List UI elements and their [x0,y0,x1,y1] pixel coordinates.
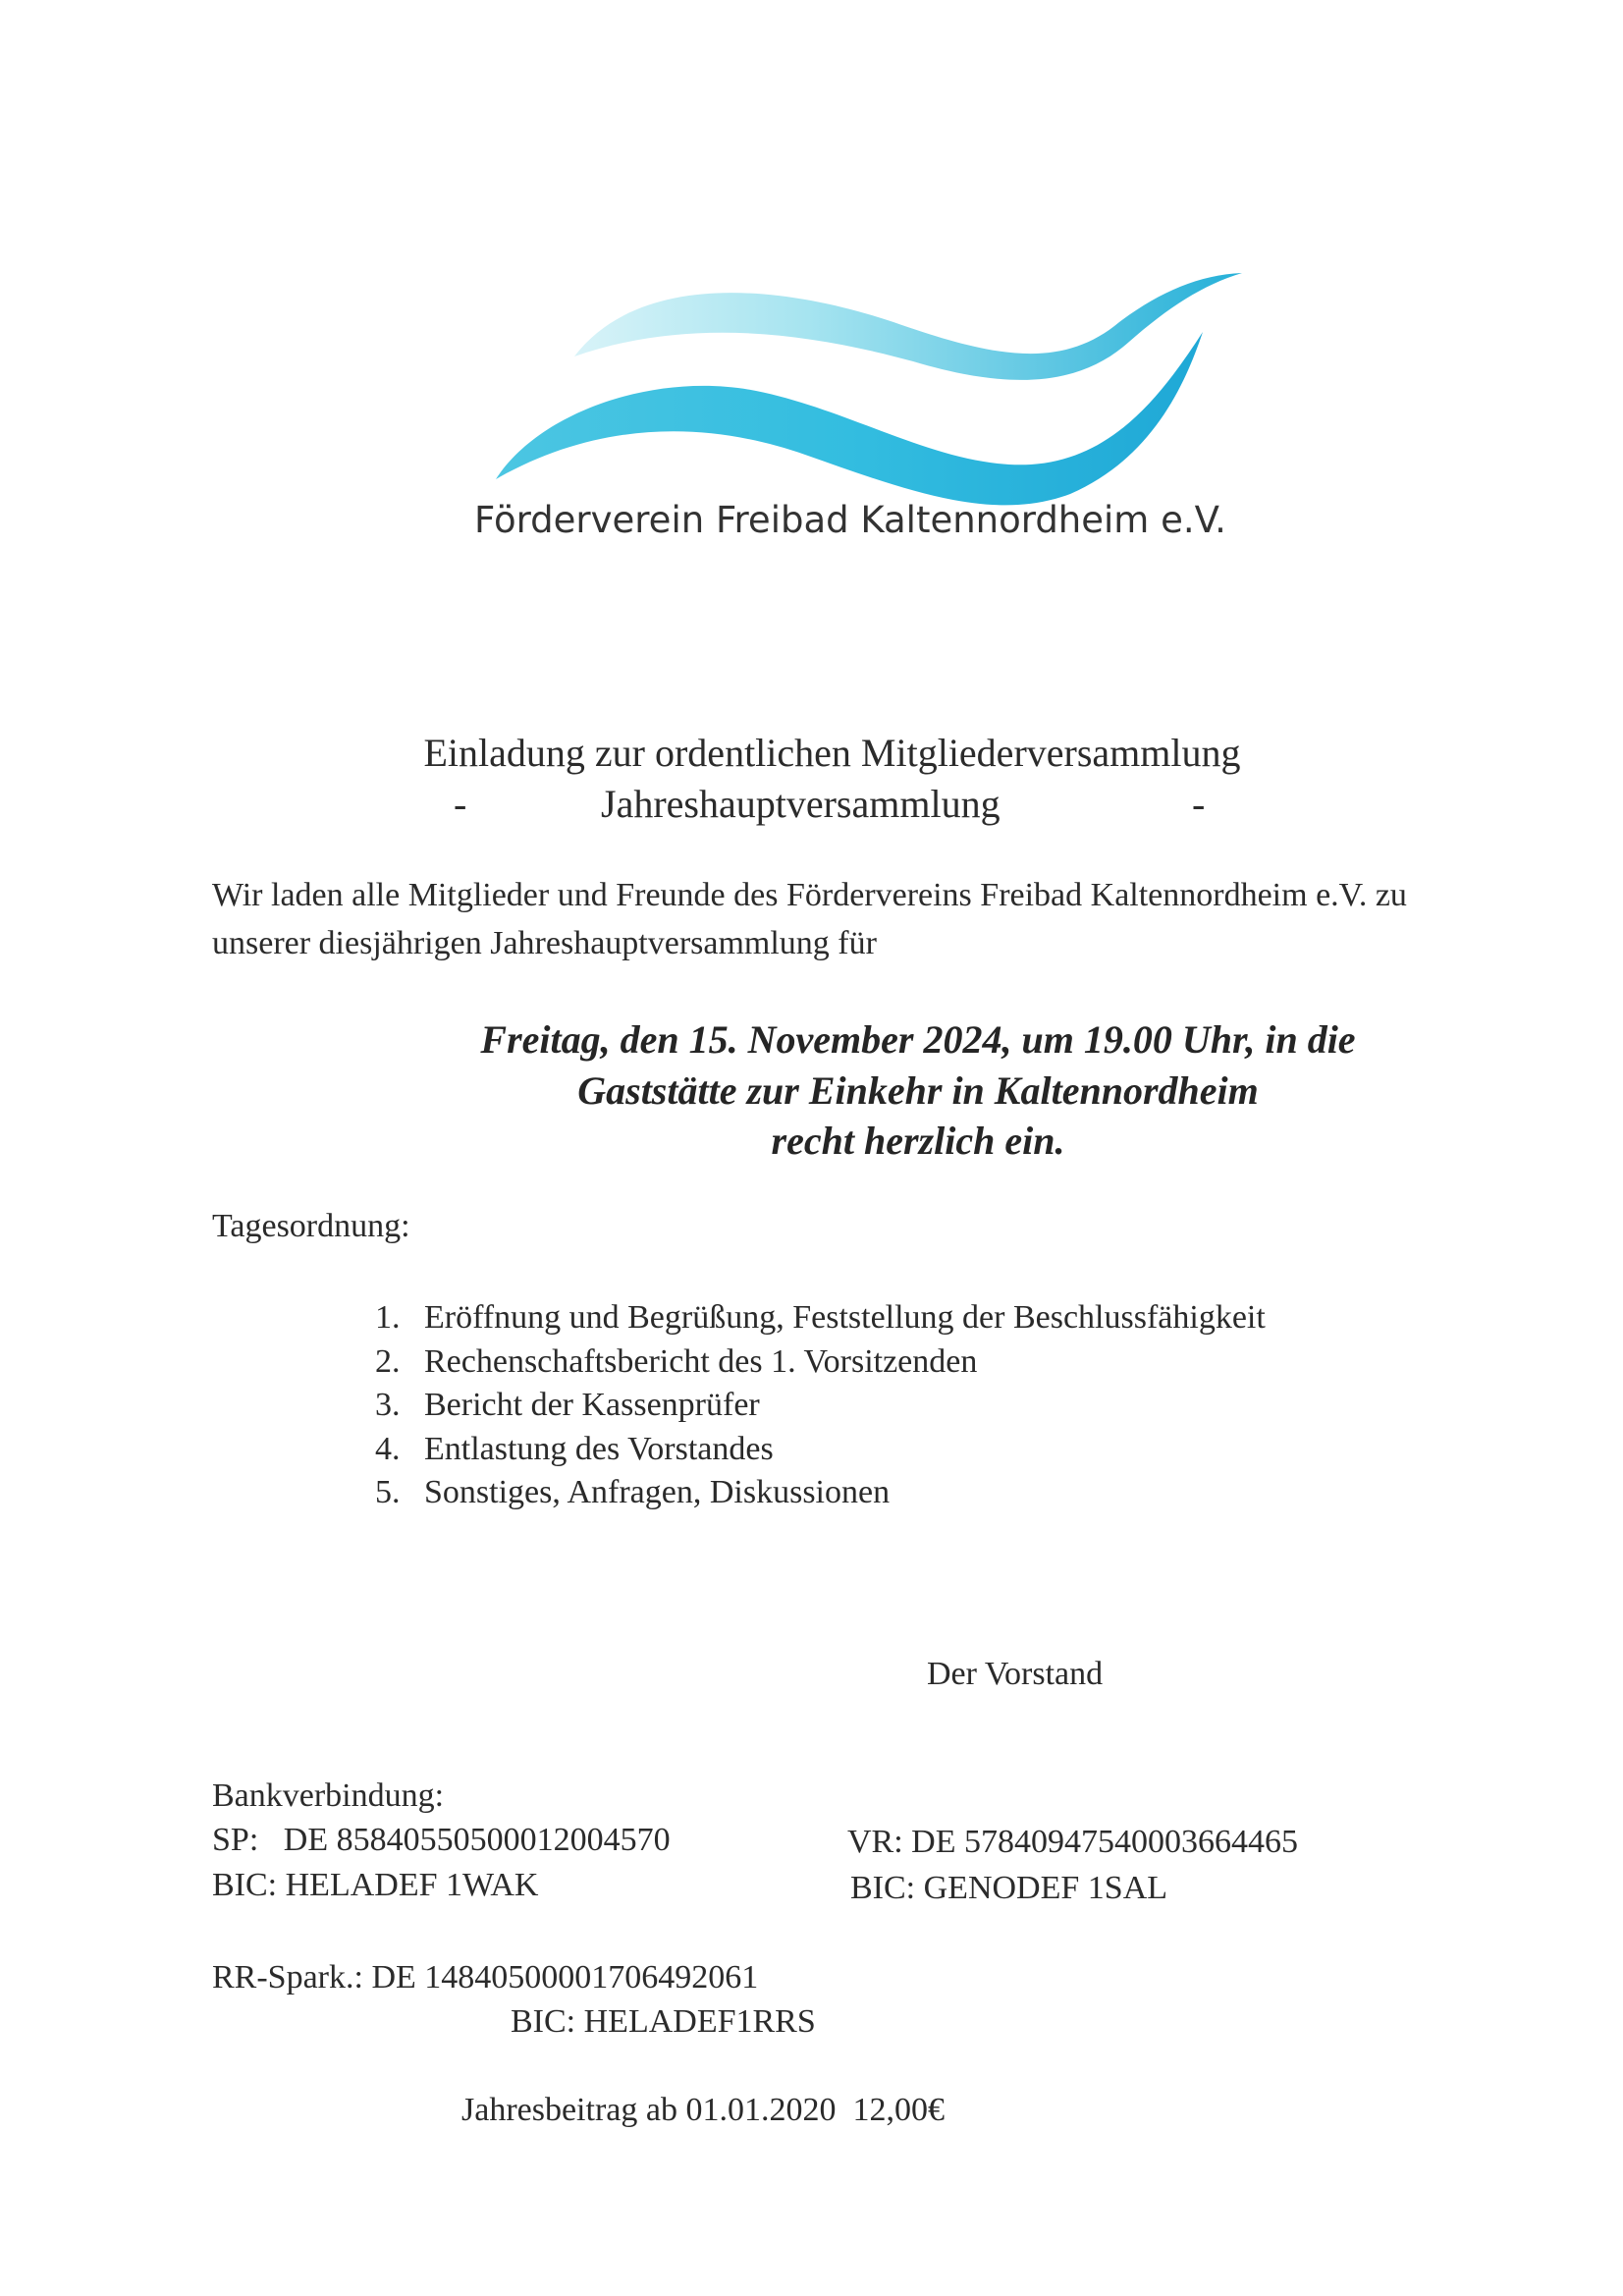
invitation-subtitle-row [0,781,1623,830]
bank-vr-bic: BIC: GENODEF 1SAL [850,1870,1168,1906]
agenda-item-text: Bericht der Kassenprüfer [424,1387,760,1423]
bank-rr-iban: RR-Spark.: DE 14840500001706492061 [212,1959,759,1995]
event-location-line: Gaststätte zur Einkehr in Kaltennordheim [577,1068,1259,1113]
event-date-line: Freitag, den 15. November 2024, um 19.00 Uhr, in die [480,1017,1356,1062]
annual-fee: Jahresbeitrag ab 01.01.2020 12,00€ [461,2092,945,2128]
invitation-title: Einladung zur ordentlichen Mitgliederversammlung [423,731,1241,775]
logo-text: Förderverein Freibad Kaltennordheim e.V. [474,499,1226,541]
agenda-item-text: Rechenschaftsbericht des 1. Vorsitzenden [424,1342,978,1380]
agenda-item [375,1384,1266,1428]
agenda-item-text: Entlastung des Vorstandes [424,1430,774,1467]
wave-logo-icon [481,263,1257,509]
upper-wave-shape [574,273,1242,380]
agenda-item-text: Sonstiges, Anfragen, Diskussionen [424,1474,891,1510]
agenda-item-number: 1. [375,1299,401,1336]
bank-rr-bic: BIC: HELADEF1RRS [511,2003,816,2040]
agenda-list [375,1296,1266,1515]
agenda-title: Tagesordnung: [212,1208,410,1244]
intro-line-1: Wir laden alle Mitglieder und Freunde des Fördervereins Freibad Kaltennordheim e.V. zu [212,877,1407,913]
subtitle-dash-left: - [454,782,467,826]
intro-line-2: unserer diesjährigen Jahreshauptversammlung für [212,925,877,961]
agenda-item-number: 3. [375,1387,401,1423]
bank-vr-iban: VR: DE 57840947540003664465 [847,1824,1298,1860]
subtitle-dash-right: - [1192,782,1206,826]
agenda-item-number: 5. [375,1474,401,1510]
agenda-item [375,1296,1266,1340]
agenda-item-text: Eröffnung und Begrüßung, Feststellung der Beschlussfähigkeit [424,1299,1266,1336]
invitation-subtitle: Jahreshauptversammlung [601,782,1001,826]
agenda-item [375,1428,1266,1472]
signature: Der Vorstand [927,1656,1104,1692]
bank-sp-iban: SP: DE 85840550500012004570 [212,1822,671,1858]
bank-title: Bankverbindung: [212,1777,445,1814]
agenda-item-number: 4. [375,1430,401,1467]
agenda-item [375,1471,1266,1515]
bank-sp-bic: BIC: HELADEF 1WAK [212,1867,539,1903]
agenda-item-number: 2. [375,1342,401,1380]
agenda-item [375,1340,1266,1385]
event-closing-line: recht herzlich ein. [771,1119,1065,1163]
